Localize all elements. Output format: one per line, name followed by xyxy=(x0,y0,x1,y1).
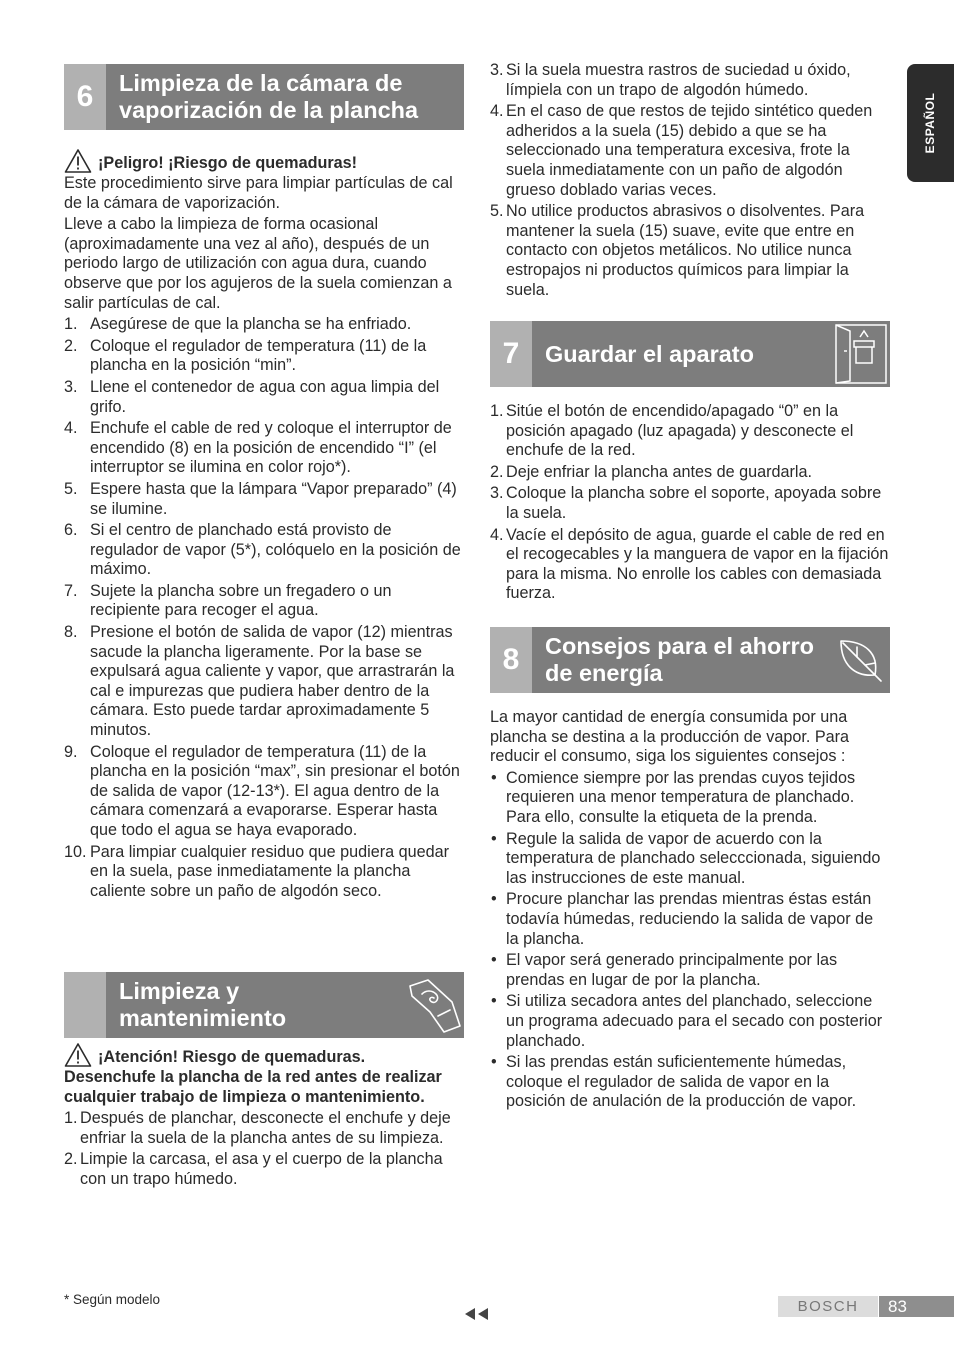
previous-page-icon[interactable] xyxy=(463,1306,491,1322)
leaf-icon xyxy=(830,627,890,693)
section-cleaning-header xyxy=(64,972,464,1038)
language-tab-label: ESPAÑOL xyxy=(922,92,937,154)
cleaning-hand-icon xyxy=(404,972,464,1038)
section-6-intro-2: Lleve a cabo la limpieza de forma ocasional (aproximadamente una vez al año), después de un periodo largo de utilización con agua dura, cuando observe que por los agujeros de la suela comienzan a salir partículas de cal. xyxy=(64,215,452,312)
section-6-intro-1: Este procedimiento sirve para limpiar partículas de cal de la cámara de vaporización. xyxy=(64,174,453,212)
section-8-header xyxy=(490,627,890,693)
section-8-bullets xyxy=(490,769,890,1112)
section-cleaning-bold-note: Desenchufe la plancha de la red antes de realizar cualquier trabajo de limpieza o mantenimiento. xyxy=(64,1068,442,1106)
section-7-body xyxy=(490,402,890,604)
section-8-intro: La mayor cantidad de energía consumida por una plancha se destina a la producción de vapor. Para reducir el consumo, siga los siguientes consejos : xyxy=(490,708,850,766)
wardrobe-icon xyxy=(830,321,890,387)
list-item: 4. En el caso de que restos de tejido sintético queden adheridos a la suela (15) debido a que se ha seleccionado una temperatura excesiva, frote la suela inmediatamente con un paño de algodón grueso doblado varias veces. xyxy=(490,102,873,199)
section-6-warning xyxy=(64,148,464,174)
list-item: 3. Coloque la plancha sobre el soporte, apoyada sobre la suela. xyxy=(490,484,882,522)
brand-label: BOSCH xyxy=(778,1296,878,1317)
list-item: 7. Sujete la plancha sobre un fregadero o un recipiente para recoger el agua. xyxy=(64,581,392,620)
list-item: • Regule la salida de vapor de acuerdo con la temperatura de planchado selecccionada, siguiendo las instrucciones de este manual. xyxy=(490,830,890,889)
section-cleaning-body-left xyxy=(64,1042,464,1190)
list-item: • Si utiliza secadora antes del planchado, seleccione un programa adecuado para el secado con posterior planchado. xyxy=(490,992,890,1051)
section-6-number: 6 xyxy=(64,64,106,130)
list-item: 4. Vacíe el depósito de agua, guarde el cable de red en el recogecables y la manguera de vapor en la fijación para la misma. No enrolle los cables con demasiada fuerza. xyxy=(490,525,889,603)
list-item: 6. Si el centro de planchado está provisto de regulador de vapor (5*), colóquelo en la posición de máximo. xyxy=(64,521,461,579)
list-item: • Comience siempre por las prendas cuyos tejidos requieren una menor temperatura de planchado. Para ello, consulte la etiqueta de la prenda. xyxy=(490,769,890,828)
footnote: * Según modelo xyxy=(64,1292,161,1307)
list-item: 10. Para limpiar cualquier residuo que pudiera quedar en la suela, pase inmediatamente la plancha caliente sobre un paño de algodón seco. xyxy=(64,842,450,900)
list-item: 9. Coloque el regulador de temperatura (11) de la plancha en la posición “max”, sin presionar el botón de salida de vapor (12-13*). El agua dentro de la cámara comenzará a evaporarse. Esperar hasta que todo el agua se haya evaporado. xyxy=(64,742,460,839)
section-6-body xyxy=(64,148,464,901)
section-6-steps xyxy=(64,315,464,901)
section-cleaning-steps-right xyxy=(490,61,890,300)
section-6-warning-text: ¡Peligro! ¡Riesgo de quemaduras! xyxy=(98,154,358,173)
section-cleaning-number-block xyxy=(64,972,106,1038)
list-item: 1. Después de planchar, desconecte el enchufe y deje enfriar la suela de la plancha antes de su limpieza. xyxy=(64,1109,451,1147)
section-8-number: 8 xyxy=(490,627,532,693)
list-item: 5. Espere hasta que la lámpara “Vapor preparado” (4) se ilumine. xyxy=(64,479,457,518)
list-item: • El vapor será generado principalmente por las prendas en lugar de por la plancha. xyxy=(490,951,890,990)
section-cleaning-warning xyxy=(64,1042,464,1068)
list-item: 3. Si la suela muestra rastros de suciedad u óxido, límpiela con un trapo de algodón húmedo. xyxy=(490,61,851,99)
page-nav xyxy=(463,1306,491,1328)
section-cleaning-title: Limpieza y mantenimiento xyxy=(119,978,287,1031)
section-7-title: Guardar el aparato xyxy=(545,341,754,367)
list-item: 1. Sitúe el botón de encendido/apagado “0” en la posición apagado (luz apagada) y desconecte el enchufe de la red. xyxy=(490,402,854,460)
warning-icon xyxy=(64,148,92,174)
section-cleaning-steps-left xyxy=(64,1109,464,1189)
section-cleaning-warning-text: ¡Atención! Riesgo de quemaduras. xyxy=(98,1048,366,1067)
section-6-header xyxy=(64,64,464,130)
section-8-body xyxy=(490,708,890,1112)
section-cleaning-body-right xyxy=(490,61,890,300)
section-8-title: Consejos para el ahorro de energía xyxy=(545,633,815,686)
list-item: 8. Presione el botón de salida de vapor (12) mientras sacude la plancha ligeramente. Por la base se expulsará agua caliente y vapor, que arrastrarán la cal e impurezas que pudiera haber dentro de la cámara. Esto puede tardar aproximadamente 5 minutos. xyxy=(64,623,455,740)
section-7-steps xyxy=(490,402,890,604)
language-tab xyxy=(907,64,954,182)
section-7-number: 7 xyxy=(490,321,532,387)
list-item: • Procure planchar las prendas mientras éstas están todavía húmedas, reduciendo la salida de vapor de la plancha. xyxy=(490,890,890,949)
list-item: 2. Coloque el regulador de temperatura (11) de la plancha en la posición “min”. xyxy=(64,336,427,375)
list-item: • Si las prendas están suficientemente húmedas, coloque el regulador de salida de vapor en la posición de anulación de la producción de vapor. xyxy=(490,1053,890,1112)
section-6-title: Limpieza de la cámara de vaporización de la plancha xyxy=(119,70,419,123)
section-7-header xyxy=(490,321,890,387)
list-item: 3. Llene el contenedor de agua con agua limpia del grifo. xyxy=(64,377,440,416)
list-item: 1. Asegúrese de que la plancha se ha enfriado. xyxy=(64,315,412,334)
list-item: 4. Enchufe el cable de red y coloque el interruptor de encendido (8) en la posición de encendido “I” (el interruptor se ilumina en color rojo*). xyxy=(64,419,452,477)
page-number: 83 xyxy=(879,1296,954,1317)
list-item: 2. Deje enfriar la plancha antes de guardarla. xyxy=(490,462,812,481)
warning-icon xyxy=(64,1042,92,1068)
list-item: 5. No utilice productos abrasivos o disolventes. Para mantener la suela (15) suave, evite que entre en contacto con objetos metálicos. No utilice nunca estropajos ni productos químicos para limpiar la suela. xyxy=(490,202,865,299)
list-item: 2. Limpie la carcasa, el asa y el cuerpo de la plancha con un trapo húmedo. xyxy=(64,1150,443,1188)
